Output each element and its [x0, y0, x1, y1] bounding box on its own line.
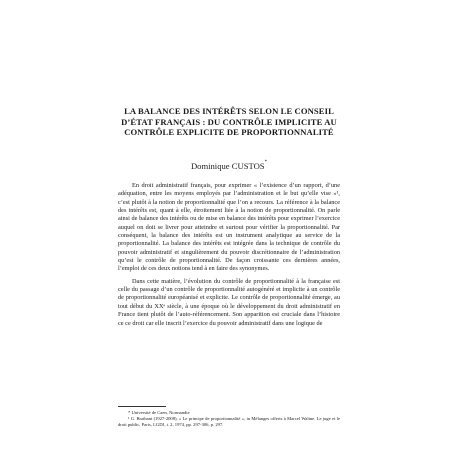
title-line-3: CONTRÔLE EXPLICITE DE PROPORTIONNALITÉ	[124, 127, 334, 137]
footnotes	[118, 410, 340, 429]
footnote-1: ¹ G. Braibant (1927-2008), « Le principe de proportionnalité », in Mélanges offerts à Marcel Waline. Le juge et le droit public, Paris, LGDJ, t. 2, 1974, pp. 297-306, p. 297.	[118, 416, 340, 428]
title-line-1: LA BALANCE DES INTÉRÊTS SELON LE CONSEIL	[124, 106, 334, 116]
footnote-separator	[118, 406, 166, 407]
author-footnote-mark: *	[264, 160, 268, 165]
author-line	[0, 161, 458, 171]
footnote-affiliation: * Université de Caen, Normandie	[128, 410, 190, 415]
paragraph-2: Dans cette matière, l’évolution du contrôle de proportionnalité à la française est celle du passage d’un contrôle de proportionnalité autogénéré et implicite à un contrôle de proportionnalité européanisé et explicite. Le contrôle de proportionnalité émerge, au tout début du XXᵉ siècle, à une époque où le développement du droit administratif en France tient plutôt de l’auto-référencement. Son apparition est cruciale dans l’histoire ce ce droit car elle inscrit l’exercice du pouvoir administratif dans une logique de	[118, 277, 340, 327]
body-text	[118, 182, 340, 328]
paragraph-1: En droit administratif français, pour exprimer « l’existence d’un rapport, d’une adéquation, entre les moyens employés par l’administration et le but qu’elle vise »¹, c’est plutôt à la notion de proportionnalité que l’on a recours. La référence à la balance des intérêts est, quant à elle, étroitement liée à la notion de proportionnalité. On parle ainsi de balance des intérêts ou de mise en balance des intérêts pour exprimer l’exercice auquel on doit se livrer pour atteindre et surtout pour vérifier la proportionnalité. Par conséquent, la balance des intérêts est un instrument analytique au service de la proportionnalité. La balance des intérêts est intégrée dans la technique de contrôle du pouvoir administratif et singulièrement du pouvoir discrétionnaire de l’administration qu’est le contrôle de proportionnalité. De façon croissante ces dernières années, l’emploi de ces deux notions tend à en faire des synonymes.	[118, 182, 340, 273]
author-name: Dominique CUSTOS	[190, 161, 265, 171]
title-line-2: D’ÉTAT FRANÇAIS : DU CONTRÔLE IMPLICITE AU	[121, 116, 337, 127]
article-title	[118, 106, 340, 138]
